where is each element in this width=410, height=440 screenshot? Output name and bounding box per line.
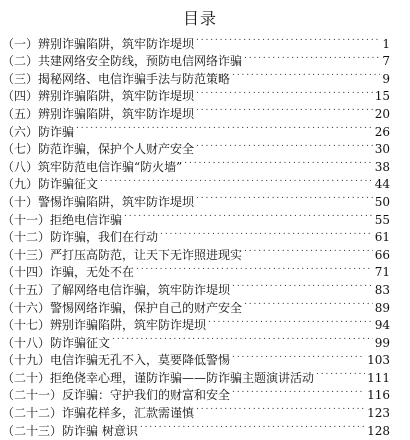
- dot-leader: [196, 83, 373, 101]
- toc-entry-title: 反诈骗：守护我们的财富和安全: [62, 388, 231, 403]
- toc-entry-page-number: 128: [367, 423, 390, 438]
- toc-entry-title: 防诈骗，我们在行动: [50, 230, 159, 245]
- toc-entry-number: （十四）: [2, 265, 51, 280]
- toc-entry-page-number: 71: [374, 265, 390, 280]
- toc-entry-title: 辨别诈骗陷阱，筑牢防诈堤坝: [38, 106, 195, 121]
- toc-entry-page-number: 111: [367, 370, 390, 385]
- toc-entry-title: 拒绝侥幸心理，谨防诈骗——防诈骗主题演讲活动: [50, 370, 315, 385]
- toc-entry-number: （二十一）: [2, 388, 63, 403]
- toc-entry-page-number: 116: [367, 388, 390, 403]
- dot-leader: [196, 399, 365, 417]
- toc-entry-number: （二）: [2, 54, 39, 69]
- toc-entry-page-number: 44: [374, 177, 390, 192]
- toc-entry-number: （二十）: [2, 370, 51, 385]
- toc-entry-title: 共建网络安全防线，预防电信网络诈骗: [38, 54, 243, 69]
- dot-leader: [196, 188, 373, 206]
- toc-entry-number: （十七）: [2, 318, 51, 333]
- toc-entry-page-number: 15: [374, 89, 390, 104]
- toc-entry-title: 拒绝电信诈骗: [50, 212, 123, 227]
- toc-entry-number: （四）: [2, 89, 39, 104]
- table-of-contents: [2, 30, 390, 438]
- dot-leader: [136, 259, 373, 277]
- toc-entry-page-number: 66: [374, 247, 390, 262]
- toc-entry-title: 防诈骗征文: [38, 177, 99, 192]
- dot-leader: [316, 364, 365, 382]
- toc-entry-number: （十六）: [2, 300, 51, 315]
- dot-leader: [244, 48, 380, 66]
- toc-entry-number: （三）: [2, 71, 39, 86]
- dot-leader: [232, 347, 365, 365]
- toc-entry-title: 严打压高防范，让天下无诈照进现实: [50, 247, 243, 262]
- toc-entry-number: （一）: [2, 36, 39, 51]
- dot-leader: [232, 382, 365, 400]
- toc-entry-page-number: 89: [374, 300, 390, 315]
- toc-entry-title: 辨别诈骗陷阱，筑牢防诈堤坝: [50, 318, 207, 333]
- toc-entry-number: （十三）: [2, 247, 51, 262]
- toc-entry-number: （二十三）: [2, 423, 63, 438]
- dot-leader: [140, 417, 365, 435]
- toc-entry-number: （十二）: [2, 230, 51, 245]
- toc-entry-title: 筑牢防范电信诈骗“防火墙”: [38, 159, 183, 174]
- toc-entry-title: 防范诈骗，保护个人财产安全: [38, 142, 195, 157]
- toc-entry-page-number: 26: [374, 124, 390, 139]
- toc-entry-number: （十）: [2, 194, 39, 209]
- toc-entry-title: 防诈骗征文: [50, 335, 111, 350]
- toc-entry-title: 防诈骗 树意识: [62, 423, 138, 438]
- dot-leader: [184, 153, 372, 171]
- toc-entry-page-number: 30: [374, 142, 390, 157]
- toc-entry-title: 电信诈骗无孔不入，莫要降低警惕: [50, 353, 231, 368]
- toc-entry-title: 了解网络电信诈骗，筑牢防诈堤坝: [50, 282, 231, 297]
- dot-leader: [196, 30, 380, 48]
- toc-entry-page-number: 123: [367, 406, 390, 421]
- toc-entry-number: （十五）: [2, 282, 51, 297]
- dot-leader: [76, 118, 373, 136]
- toc-entry-title: 警惕诈骗陷阱，筑牢防诈堤坝: [38, 194, 195, 209]
- toc-entry-number: （八）: [2, 159, 39, 174]
- dot-leader: [124, 206, 373, 224]
- toc-entry-title: 辨别诈骗陷阱，筑牢防诈堤坝: [38, 36, 195, 51]
- toc-entry-page-number: 20: [374, 106, 390, 121]
- dot-leader: [232, 65, 380, 83]
- toc-entry-number: （五）: [2, 106, 39, 121]
- toc-entry-page-number: 55: [374, 212, 390, 227]
- toc-entry-title: 诈骗花样多，汇款需谨慎: [62, 406, 195, 421]
- toc-entry-title: 防诈骗: [38, 124, 75, 139]
- dot-leader: [160, 224, 373, 242]
- toc-entry-number: （十九）: [2, 353, 51, 368]
- toc-entry-page-number: 103: [367, 353, 390, 368]
- toc-entry-page-number: 83: [374, 282, 390, 297]
- toc-entry-page-number: 1: [382, 36, 390, 51]
- dot-leader: [196, 100, 373, 118]
- toc-entry[interactable]: [2, 30, 390, 51]
- dot-leader: [112, 329, 373, 347]
- toc-entry-title: 揭秘网络、电信诈骗手法与防范策略: [38, 71, 231, 86]
- toc-entry-title: 诈骗，无处不在: [50, 265, 135, 280]
- toc-entry-page-number: 38: [374, 159, 390, 174]
- toc-entry-number: （十八）: [2, 335, 51, 350]
- dot-leader: [196, 136, 373, 154]
- toc-entry-title: 辨别诈骗陷阱，筑牢防诈堤坝: [38, 89, 195, 104]
- toc-entry-number: （十一）: [2, 212, 51, 227]
- dot-leader: [232, 276, 373, 294]
- dot-leader: [244, 241, 373, 259]
- toc-entry-page-number: 9: [382, 71, 390, 86]
- toc-entry-page-number: 61: [374, 230, 390, 245]
- dot-leader: [244, 294, 373, 312]
- toc-entry-number: （六）: [2, 124, 39, 139]
- dot-leader: [208, 312, 373, 330]
- page-title: 目录: [182, 9, 217, 28]
- toc-entry-title: 警惕网络诈骗，保护自己的财产安全: [50, 300, 243, 315]
- dot-leader: [100, 171, 373, 189]
- toc-entry-number: （九）: [2, 177, 39, 192]
- toc-entry-page-number: 99: [374, 335, 390, 350]
- toc-entry-page-number: 7: [382, 54, 390, 69]
- toc-entry-number: （二十二）: [2, 406, 63, 421]
- toc-entry-number: （七）: [2, 142, 39, 157]
- toc-entry-page-number: 94: [374, 318, 390, 333]
- toc-entry-page-number: 50: [374, 194, 390, 209]
